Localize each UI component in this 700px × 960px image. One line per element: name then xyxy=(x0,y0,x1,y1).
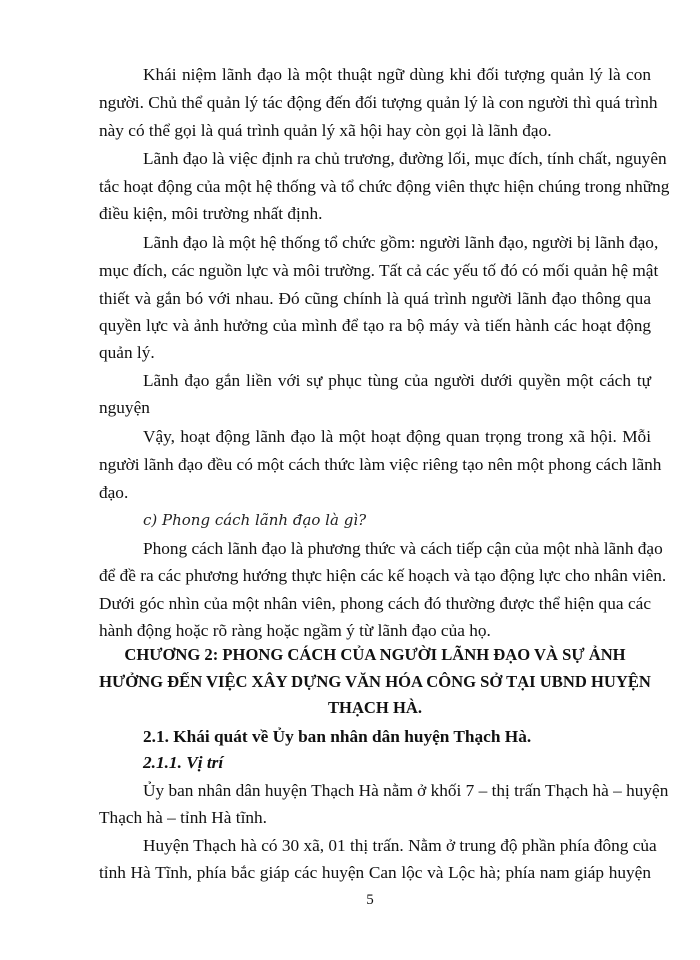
paragraph-style-line-3: Dưới góc nhìn của một nhân viên, phong cách đó thường được thể hiện qua các xyxy=(99,594,651,613)
paragraph-location-line-2: Thạch hà – tỉnh Hà tĩnh. xyxy=(99,808,267,827)
paragraph-5-line-2: người lãnh đạo đều có một cách thức làm việc riêng tạo nên một phong cách lãnh xyxy=(99,455,662,474)
section-heading-2-1-1: 2.1.1. Vị trí xyxy=(143,753,224,772)
paragraph-1-line-1: Khái niệm lãnh đạo là một thuật ngữ dùng khi đối tượng quản lý là con xyxy=(143,65,651,84)
chapter-heading-line-2: HƯỞNG ĐẾN VIỆC XÂY DỰNG VĂN HÓA CÔNG SỞ TẠI UBND HUYỆN xyxy=(99,672,651,691)
paragraph-3-line-3: thiết và gắn bó với nhau. Đó cũng chính là quá trình người lãnh đạo thông qua xyxy=(99,289,651,308)
paragraph-3-line-1: Lãnh đạo là một hệ thống tổ chức gồm: người lãnh đạo, người bị lãnh đạo, xyxy=(143,233,659,252)
paragraph-5-line-3: đạo. xyxy=(99,483,129,502)
paragraph-4-line-2: nguyện xyxy=(99,398,150,417)
paragraph-3-line-4: quyền lực và ảnh hưởng của mình để tạo ra bộ máy và tiến hành các hoạt động xyxy=(99,316,651,335)
paragraph-style-line-1: Phong cách lãnh đạo là phương thức và cách tiếp cận của một nhà lãnh đạo xyxy=(143,539,663,558)
paragraph-2-line-2: tắc hoạt động của một hệ thống và tổ chức động viên thực hiện chúng trong những xyxy=(99,177,670,196)
paragraph-1-line-2: người. Chủ thể quản lý tác động đến đối tượng quản lý là con người thì quá trình xyxy=(99,93,658,112)
paragraph-2-line-1: Lãnh đạo là việc định ra chủ trương, đường lối, mục đích, tính chất, nguyên xyxy=(143,149,667,168)
paragraph-4-line-1: Lãnh đạo gắn liền với sự phục tùng của người dưới quyền một cách tự xyxy=(143,371,651,390)
paragraph-5-line-1: Vậy, hoạt động lãnh đạo là một hoạt động quan trọng trong xã hội. Mỗi xyxy=(143,427,651,446)
page-number: 5 xyxy=(366,892,374,908)
chapter-heading-line-3: THẠCH HÀ. xyxy=(327,698,423,717)
paragraph-3-line-5: quản lý. xyxy=(99,343,155,362)
paragraph-location-line-1: Ủy ban nhân dân huyện Thạch Hà nằm ở khối 7 – thị trấn Thạch hà – huyện xyxy=(143,781,669,800)
paragraph-style-line-2: để đề ra các phương hướng thực hiện các kế hoạch và tạo động lực cho nhân viên. xyxy=(99,566,667,585)
paragraph-district-line-1: Huyện Thạch hà có 30 xã, 01 thị trấn. Nằm ở trung độ phần phía đông của xyxy=(143,836,657,855)
subheading-c: c) Phong cách lãnh đạo là gì? xyxy=(143,511,367,529)
paragraph-2-line-3: điều kiện, môi trường nhất định. xyxy=(99,204,323,223)
chapter-heading-line-1: CHƯƠNG 2: PHONG CÁCH CỦA NGƯỜI LÃNH ĐẠO VÀ SỰ ẢNH xyxy=(124,645,626,664)
paragraph-3-line-2: mục đích, các nguồn lực và môi trường. Tất cả các yếu tố đó có mối quản hệ mật xyxy=(99,261,659,280)
paragraph-style-line-4: hành động hoặc rõ ràng hoặc ngầm ý từ lãnh đạo của họ. xyxy=(99,621,491,640)
paragraph-district-line-2: tỉnh Hà Tĩnh, phía bắc giáp các huyện Can lộc và Lộc hà; phía nam giáp huyện xyxy=(99,863,651,882)
section-heading-2-1: 2.1. Khái quát về Ủy ban nhân dân huyện Thạch Hà. xyxy=(143,727,532,746)
paragraph-1-line-3: này có thể gọi là quá trình quản lý xã hội hay còn gọi là lãnh đạo. xyxy=(99,121,552,140)
